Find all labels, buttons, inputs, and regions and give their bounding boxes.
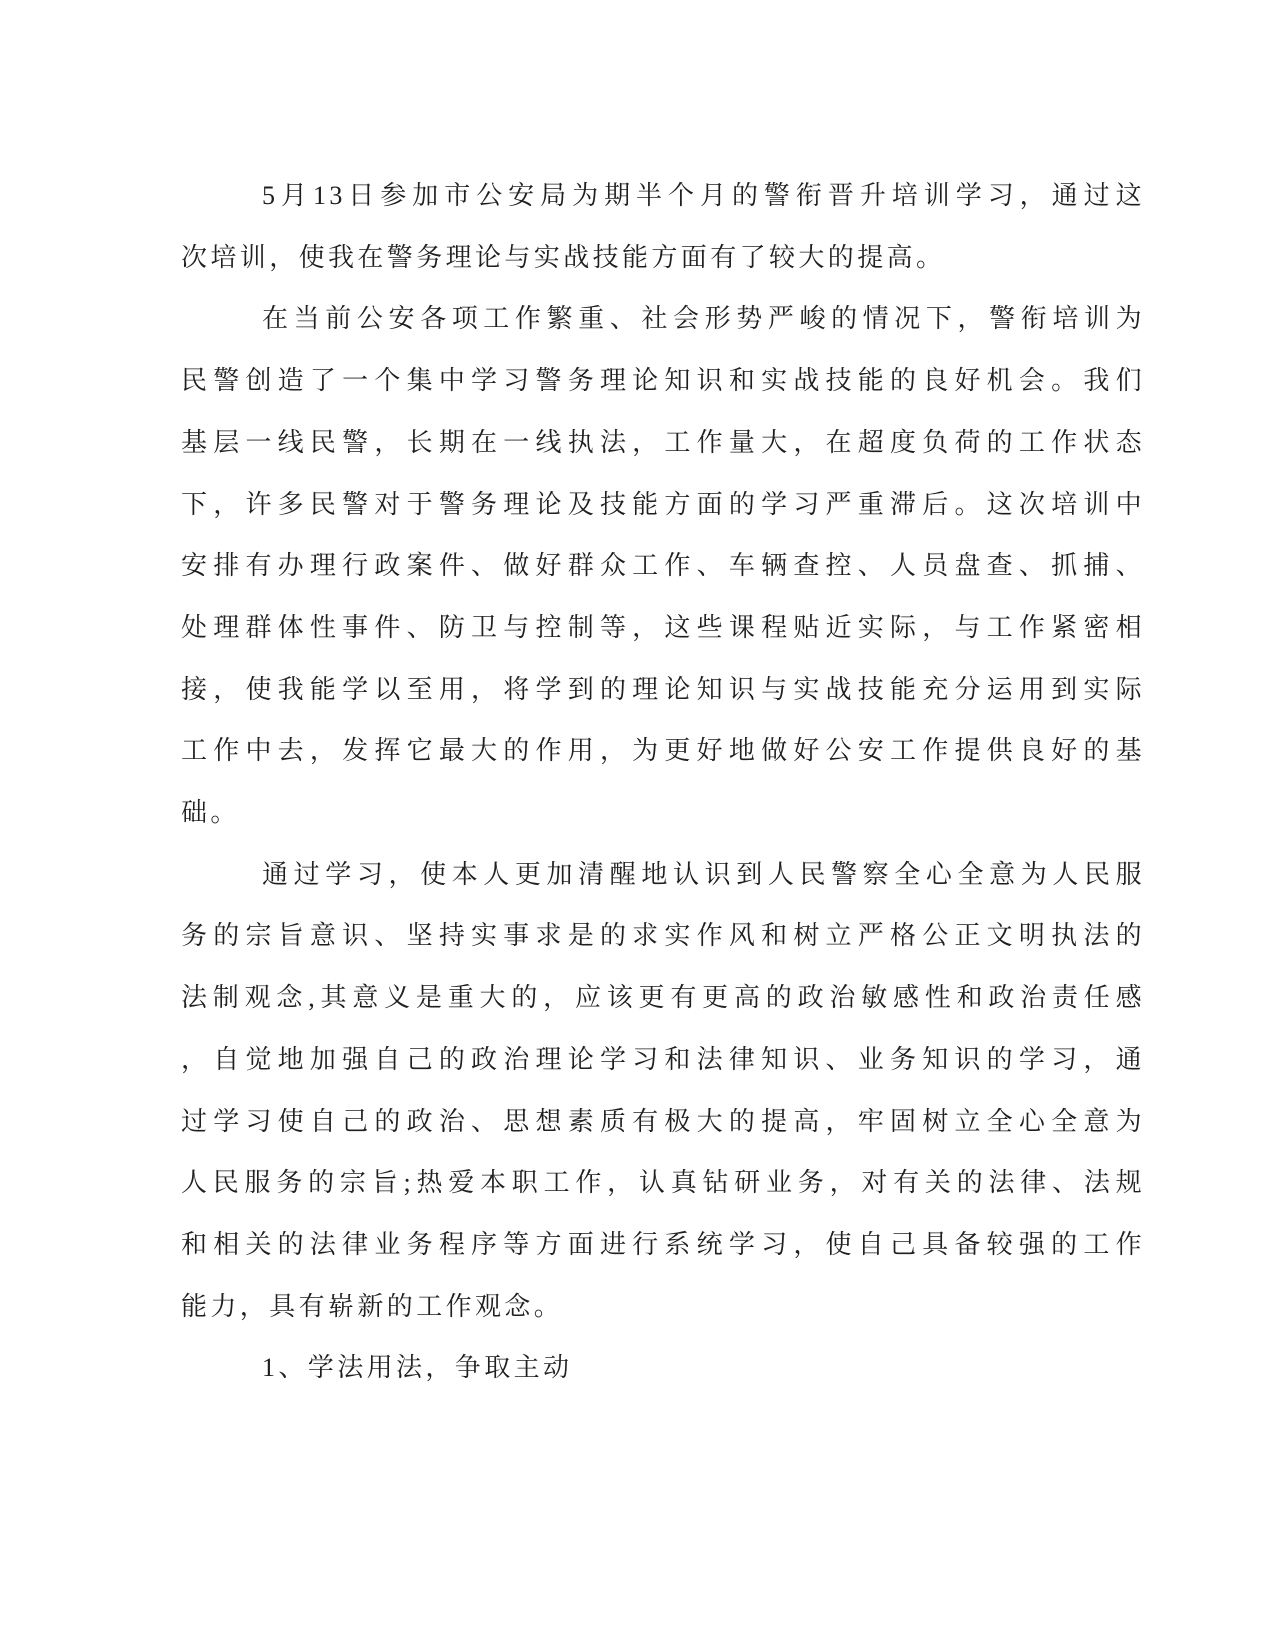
text-line: 务的宗旨意识、坚持实事求是的求实作风和树立严格公正文明执法的 [181, 921, 1145, 951]
text-line: 在当前公安各项工作繁重、社会形势严峻的情况下，警衔培训为 [262, 304, 1145, 334]
text-line: 5月13日参加市公安局为期半个月的警衔晋升培训学习，通过这 [262, 181, 1145, 210]
text-line: ，自觉地加强自己的政治理论学习和法律知识、业务知识的学习，通 [181, 1044, 1145, 1074]
text-line: 次培训，使我在警务理论与实战技能方面有了较大的提高。 [181, 242, 946, 272]
text-line: 下，许多民警对于警务理论及技能方面的学习严重滞后。这次培训中 [181, 489, 1145, 519]
text-line: 础。 [181, 798, 240, 828]
text-line: 人民服务的宗旨;热爱本职工作，认真钻研业务，对有关的法律、法规 [181, 1168, 1145, 1198]
text-line: 接，使我能学以至用，将学到的理论知识与实战技能充分运用到实际 [181, 674, 1145, 704]
text-line: 能力，具有崭新的工作观念。 [181, 1291, 564, 1321]
text-line: 1、学法用法，争取主动 [262, 1353, 573, 1383]
text-line: 法制观念,其意义是重大的，应该更有更高的政治敏感性和政治责任感 [181, 983, 1145, 1013]
text-line: 基层一线民警，长期在一线执法，工作量大，在超度负荷的工作状态 [181, 427, 1145, 457]
text-line: 处理群体性事件、防卫与控制等，这些课程贴近实际，与工作紧密相 [181, 612, 1145, 642]
text-line: 工作中去，发挥它最大的作用，为更好地做好公安工作提供良好的基 [181, 736, 1145, 766]
text-line: 安排有办理行政案件、做好群众工作、车辆查控、人员盘查、抓捕、 [181, 551, 1145, 581]
text-line: 和相关的法律业务程序等方面进行系统学习，使自己具备较强的工作 [181, 1229, 1145, 1259]
document-body [181, 165, 1145, 1399]
text-line: 民警创造了一个集中学习警务理论知识和实战技能的良好机会。我们 [181, 366, 1145, 396]
text-line: 过学习使自己的政治、思想素质有极大的提高，牢固树立全心全意为 [181, 1106, 1145, 1136]
text-line: 通过学习，使本人更加清醒地认识到人民警察全心全意为人民服 [262, 859, 1145, 889]
